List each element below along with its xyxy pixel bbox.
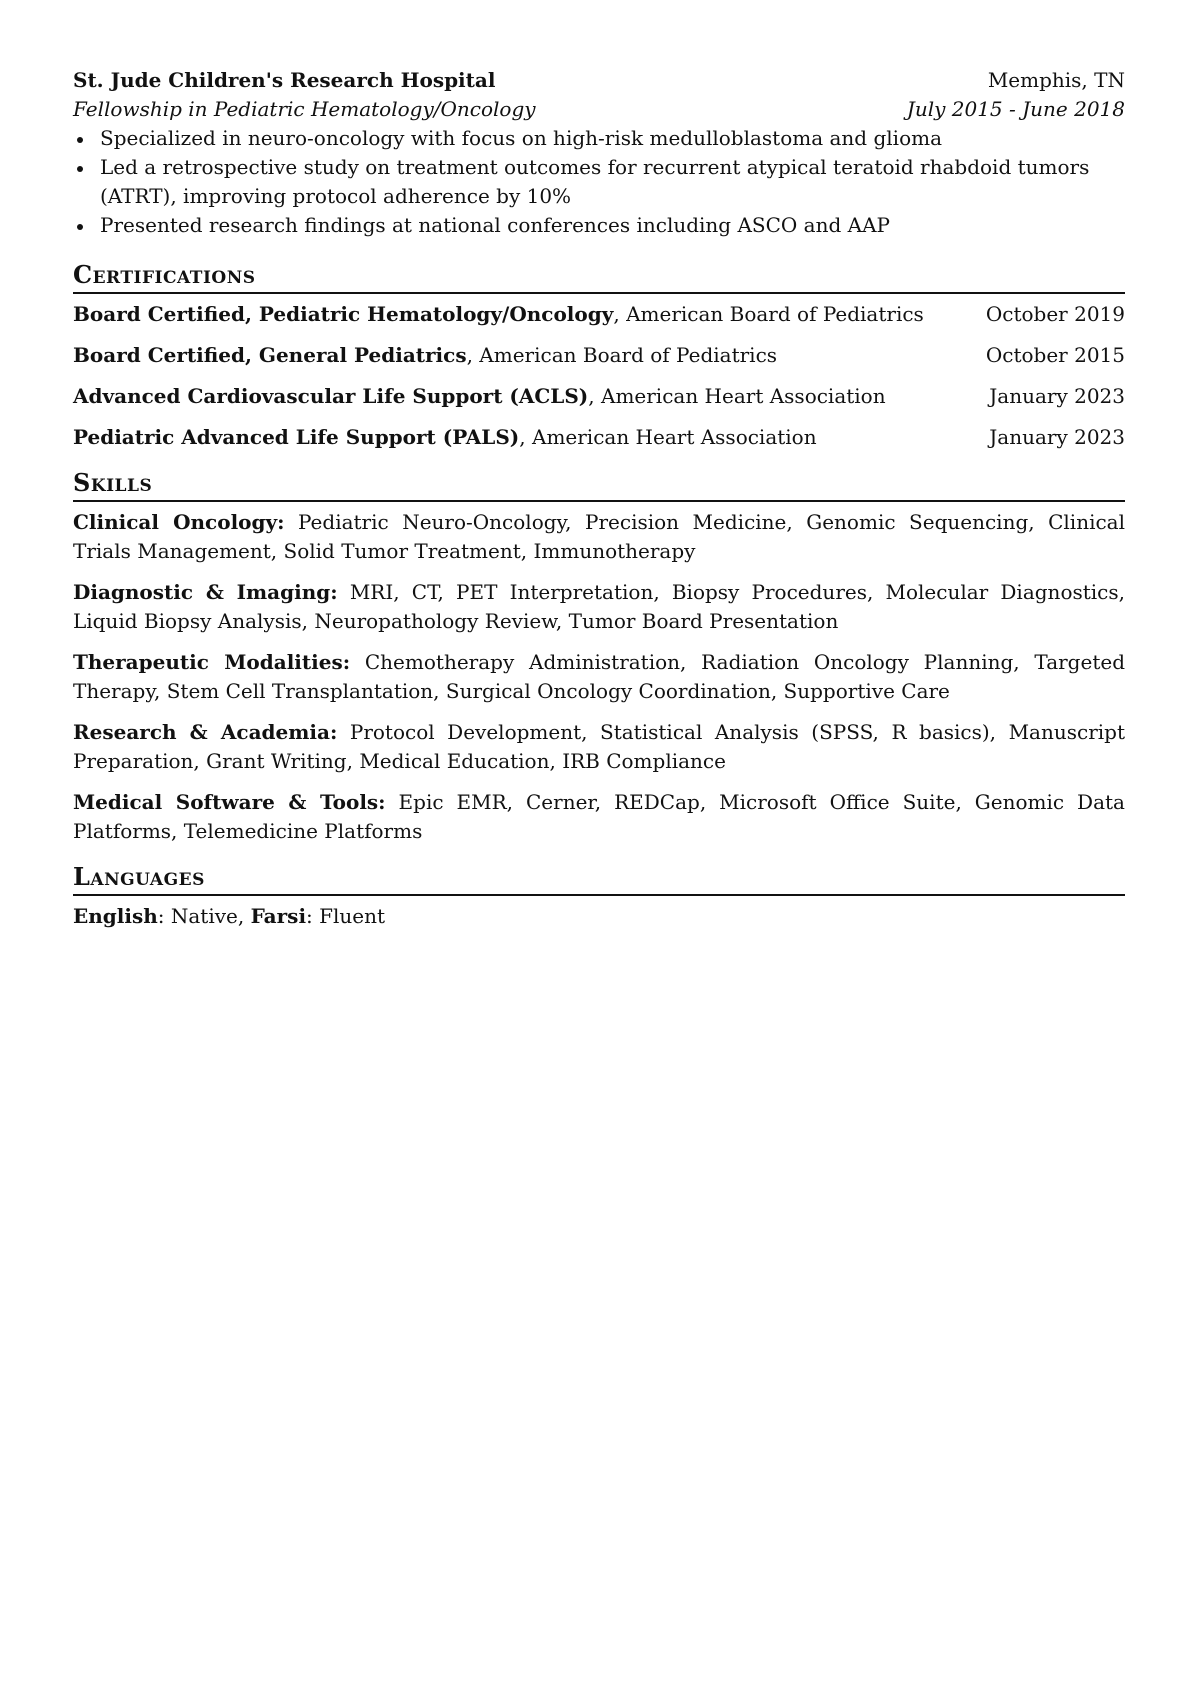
bullet-icon	[77, 224, 83, 230]
certifications-heading: Certifications	[73, 260, 1125, 294]
experience-header	[73, 66, 1125, 95]
certification-date: January 2023	[989, 384, 1125, 408]
certification-date: October 2019	[985, 302, 1125, 326]
skill-text: Chemotherapy Administration, Radiation Oncology Planning, Targeted Therapy, Stem Cell Transplantation, Surgical Oncology Coordination, Supportive Care	[73, 650, 1125, 703]
certification-name: Board Certified, General Pediatrics	[73, 343, 467, 367]
bullet-icon	[77, 137, 83, 143]
skill-text: Protocol Development, Statistical Analysis (SPSS, R basics), Manuscript Preparation, Grant Writing, Medical Education, IRB Compliance	[73, 720, 1125, 773]
certification-row	[73, 341, 1125, 370]
certification-text	[73, 341, 777, 370]
certification-name: Advanced Cardiovascular Life Support (ACLS)	[73, 384, 589, 408]
skills-list	[73, 508, 1125, 846]
certification-row	[73, 423, 1125, 452]
skill-item	[73, 508, 1125, 566]
skill-label: Therapeutic Modalities:	[73, 650, 351, 674]
experience-entry	[73, 66, 1125, 240]
skill-text: Epic EMR, Cerner, REDCap, Microsoft Office Suite, Genomic Data Platforms, Telemedicine Platforms	[73, 790, 1125, 843]
experience-subheader	[73, 95, 1125, 124]
certification-date: October 2015	[985, 343, 1125, 367]
institution-location: Memphis, TN	[987, 68, 1125, 92]
language-level: : Native,	[157, 904, 251, 928]
languages-line	[73, 902, 1125, 931]
skills-heading: Skills	[73, 468, 1125, 502]
language-name: Farsi	[250, 904, 307, 928]
bullet-text: Led a retrospective study on treatment outcomes for recurrent atypical teratoid rhabdoid tumors (ATRT), improving protocol adherence by 10%	[100, 155, 1090, 208]
skill-label: Diagnostic & Imaging:	[73, 580, 338, 604]
certification-text	[73, 423, 817, 452]
certification-issuer: , American Board of Pediatrics	[613, 302, 924, 326]
institution-name: St. Jude Children's Research Hospital	[73, 68, 496, 92]
skill-item	[73, 788, 1125, 846]
bullet-text: Specialized in neuro-oncology with focus on high-risk medulloblastoma and glioma	[100, 126, 942, 150]
certification-issuer: , American Board of Pediatrics	[466, 343, 778, 367]
skill-label: Medical Software & Tools:	[73, 790, 386, 814]
experience-bullets	[73, 124, 1125, 240]
certification-name: Board Certified, Pediatric Hematology/Oncology	[73, 302, 614, 326]
certifications-list	[73, 300, 1125, 452]
certification-text	[73, 300, 924, 329]
language-level: : Fluent	[306, 904, 386, 928]
skill-text: Pediatric Neuro-Oncology, Precision Medicine, Genomic Sequencing, Clinical Trials Management, Solid Tumor Treatment, Immunotherapy	[73, 510, 1125, 563]
bullet-item	[73, 211, 1125, 240]
language-name: English	[73, 904, 158, 928]
certification-issuer: , American Heart Association	[519, 425, 817, 449]
role-title: Fellowship in Pediatric Hematology/Oncology	[73, 97, 536, 121]
skill-label: Clinical Oncology:	[73, 510, 285, 534]
skill-text: MRI, CT, PET Interpretation, Biopsy Procedures, Molecular Diagnostics, Liquid Biopsy Analysis, Neuropathology Review, Tumor Board Presentation	[73, 580, 1126, 633]
certification-text	[73, 382, 886, 411]
skill-item	[73, 578, 1125, 636]
bullet-icon	[77, 166, 83, 172]
skill-label: Research & Academia:	[73, 720, 338, 744]
role-dates: July 2015 - June 2018	[906, 97, 1125, 121]
certification-row	[73, 300, 1125, 329]
resume-content	[73, 66, 1125, 931]
certification-date: January 2023	[989, 425, 1125, 449]
bullet-item	[73, 124, 1125, 153]
skill-item	[73, 648, 1125, 706]
certification-name: Pediatric Advanced Life Support (PALS)	[73, 425, 520, 449]
certification-row	[73, 382, 1125, 411]
bullet-item	[73, 153, 1125, 211]
skill-item	[73, 718, 1125, 776]
languages-heading: Languages	[73, 862, 1125, 896]
bullet-text: Presented research findings at national conferences including ASCO and AAP	[100, 213, 890, 237]
certification-issuer: , American Heart Association	[588, 384, 886, 408]
